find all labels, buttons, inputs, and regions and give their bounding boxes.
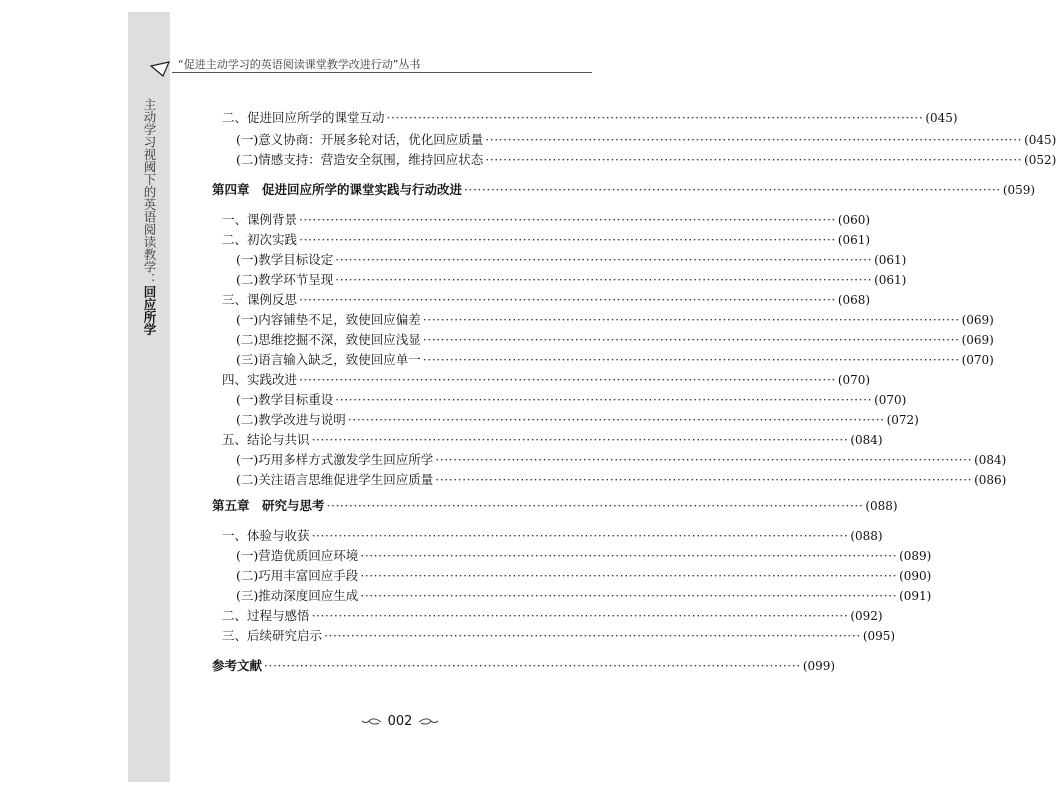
toc-subsection-entry [236,546,932,564]
toc-entry-title: 三、后续研究启示 [222,628,323,643]
toc-chapter-entry [212,656,836,674]
toc-entry-title: 二、促进回应所学的课堂互动 [222,110,385,125]
toc-entry-page: (086) [974,473,1007,487]
toc-leader-dots: ························································································································ [299,292,836,307]
toc-section-entry [222,290,871,308]
toc-leader-dots: ························································································································ [299,212,836,227]
toc-entry-title: (三)语言输入缺乏，致使回应单一 [236,352,421,367]
toc-section-entry [222,108,958,126]
toc-section-entry [222,430,883,448]
spine-title-main: 主动学习视阈下的英语阅读教学： [142,98,157,286]
toc-chapter-entry [212,180,1036,198]
toc-subsection-entry [236,566,932,584]
toc-leader-dots: ························································································································ [324,628,861,643]
toc-entry-title: 二、过程与感悟 [222,608,310,623]
toc-leader-dots: ························································································································ [422,352,960,367]
toc-leader-dots: ························································································································ [422,332,960,347]
toc-subsection-entry [236,250,907,268]
toc-entry-page: (061) [874,253,907,267]
toc-leader-dots: ························································································································ [386,110,924,125]
toc-subsection-entry [236,130,1056,148]
toc-entry-title: (二)情感支持：营造安全氛围，维持回应状态 [236,152,484,167]
toc-leader-dots: ························································································································ [335,252,873,267]
toc-entry-page: (091) [899,589,932,603]
left-ornament-icon [360,716,382,728]
toc-chapter-entry [212,496,898,514]
toc-entry-page: (059) [1002,183,1036,197]
toc-entry-page: (089) [899,549,932,563]
toc-entry-page: (045) [1024,133,1056,147]
toc-subsection-entry [236,470,1007,488]
toc-leader-dots: ························································································································ [299,372,836,387]
toc-leader-dots: ························································································································ [335,392,873,407]
toc-section-entry [222,230,871,248]
toc-leader-dots: ························································································································ [435,472,973,487]
toc-entry-page: (088) [865,499,898,513]
series-header: “促进主动学习的英语阅读课堂教学改进行动”丛书 [178,58,421,71]
toc-entry-page: (052) [1024,153,1056,167]
toc-entry-title: 三、课例反思 [222,292,298,307]
toc-entry-title: (二)教学环节呈现 [236,272,334,287]
toc-entry-page: (061) [837,233,871,247]
toc-leader-dots: ························································································································ [485,132,1023,147]
toc-entry-page: (092) [850,609,883,623]
toc-leader-dots: ························································································································ [311,528,849,543]
toc-section-entry [222,626,896,644]
toc-leader-dots: ························································································································ [311,608,849,623]
toc-section-entry [222,526,883,544]
toc-entry-page: (061) [874,273,907,287]
toc-entry-page: (070) [874,393,907,407]
toc-entry-page: (084) [974,453,1007,467]
toc-entry-page: (069) [961,313,994,327]
toc-entry-page: (072) [886,413,919,427]
toc-entry-title: (一)教学目标设定 [236,252,334,267]
toc-leader-dots: ························································································································ [326,498,864,513]
toc-leader-dots: ························································································································ [464,182,1001,197]
toc-leader-dots: ························································································································ [299,232,836,247]
toc-entry-page: (045) [925,111,958,125]
toc-entry-title: (一)意义协商：开展多轮对话，优化回应质量 [236,132,484,147]
toc-section-entry [222,606,883,624]
toc-entry-page: (084) [850,433,883,447]
toc-leader-dots: ························································································································ [360,588,898,603]
toc-entry-page: (060) [837,213,871,227]
spine-title-emphasis: 回应所学 [142,285,157,336]
page-number: 002 [387,714,413,729]
toc-leader-dots: ························································································································ [422,312,960,327]
toc-entry-page: (099) [802,659,836,673]
toc-subsection-entry [236,350,994,368]
toc-leader-dots: ························································································································ [485,152,1023,167]
right-ornament-icon [418,716,440,728]
toc-section-entry [222,210,871,228]
toc-leader-dots: ························································································································ [264,658,801,673]
toc-entry-page: (070) [961,353,994,367]
toc-entry-title: (二)教学改进与说明 [236,412,346,427]
toc-subsection-entry [236,150,1056,168]
toc-entry-title: (二)巧用丰富回应手段 [236,568,359,583]
toc-leader-dots: ························································································································ [435,452,973,467]
toc-entry-page: (095) [862,629,896,643]
toc-entry-title: 第五章 研究与思考 [212,498,325,513]
toc-section-entry [222,370,871,388]
toc-entry-page: (088) [850,529,883,543]
toc-entry-title: 一、体验与收获 [222,528,310,543]
toc-leader-dots: ························································································································ [311,432,849,447]
toc-leader-dots: ························································································································ [360,568,898,583]
toc-entry-title: (一)教学目标重设 [236,392,334,407]
toc-entry-title: (一)巧用多样方式激发学生回应所学 [236,452,434,467]
toc-entry-title: 五、结论与共识 [222,432,310,447]
toc-leader-dots: ························································································································ [360,548,898,563]
toc-entry-title: (二)思维挖掘不深，致使回应浅显 [236,332,421,347]
toc-entry-title: 四、实践改进 [222,372,298,387]
toc-entry-page: (069) [961,333,994,347]
toc-leader-dots: ························································································································ [347,412,885,427]
toc-leader-dots: ························································································································ [335,272,873,287]
toc-entry-title: (三)推动深度回应生成 [236,588,359,603]
toc-subsection-entry [236,410,919,428]
toc-entry-title: 参考文献 [212,658,263,673]
toc-subsection-entry [236,270,907,288]
toc-entry-page: (070) [837,373,871,387]
toc-entry-title: 二、初次实践 [222,232,298,247]
toc-entry-title: 第四章 促进回应所学的课堂实践与行动改进 [212,182,463,197]
toc-entry-page: (090) [899,569,932,583]
page-folio [0,714,800,729]
toc-entry-title: (一)营造优质回应环境 [236,548,359,563]
toc-subsection-entry [236,586,932,604]
toc-subsection-entry [236,450,1007,468]
toc-entry-title: 一、课例背景 [222,212,298,227]
toc-subsection-entry [236,310,994,328]
toc-subsection-entry [236,330,994,348]
toc-entry-page: (068) [837,293,871,307]
toc-entry-title: (一)内容铺垫不足，致使回应偏差 [236,312,421,327]
toc-subsection-entry [236,390,907,408]
toc-entry-title: (二)关注语言思维促进学生回应质量 [236,472,434,487]
